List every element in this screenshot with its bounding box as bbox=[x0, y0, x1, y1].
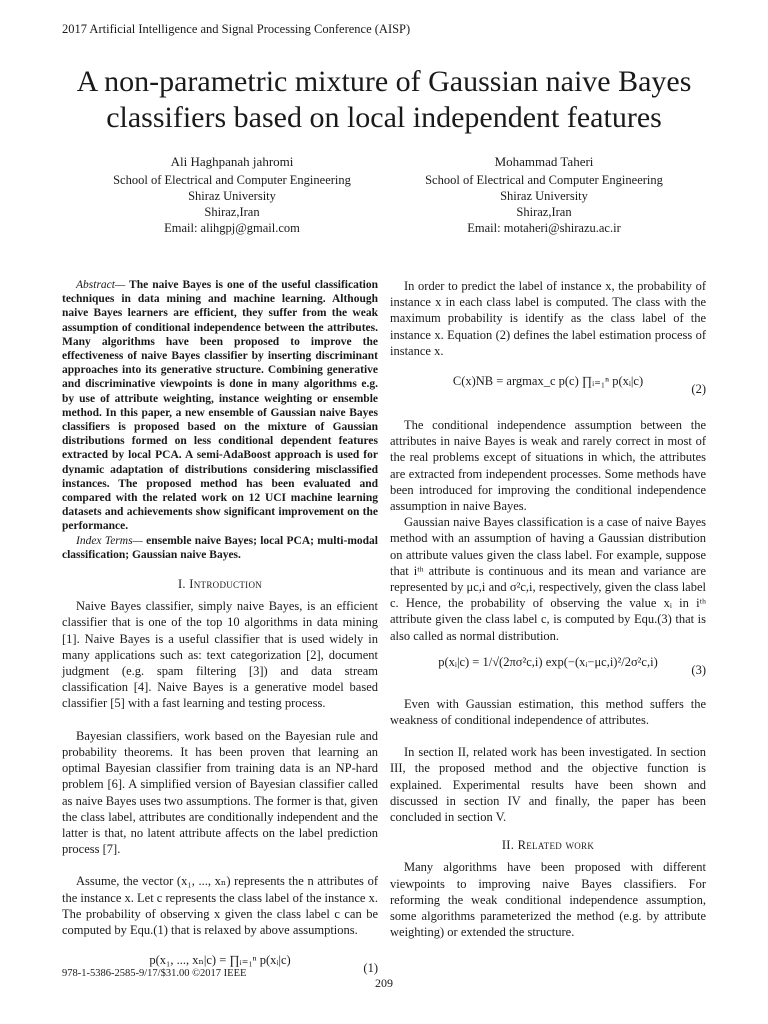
equation-number: (2) bbox=[691, 382, 706, 397]
intro-paragraph-1: Naive Bayes classifier, simply naive Bayes, is an efficient classifier that is one of the top 10 algorithms in data mining [1]. Naive Bayes is a useful classifier that is used widely in many applications such as: text categorization [2], document judgment (e.g. spam filtering [3]) and data stream classification [4]. Naive Bayes is a generative model based classifier [5] with a fast learning and testing process. bbox=[62, 599, 378, 711]
index-terms-text: ensemble naive Bayes; local PCA; multi-modal classification; Gaussian naive Bayes. bbox=[62, 534, 379, 561]
intro-paragraph-3: Assume, the vector (x₁, ..., xₙ) represents the n attributes of the instance x. Let c represents the class label of the instance x. The probability of observing x given the class label c can be computed by Equ.(1) that is relaxed by above assumptions. bbox=[62, 874, 378, 937]
author-univ: Shiraz University bbox=[188, 189, 276, 203]
author-block-2 bbox=[394, 154, 694, 236]
index-terms bbox=[62, 534, 378, 562]
abstract bbox=[62, 278, 378, 534]
right-paragraph-3: Gaussian naive Bayes classification is a case of naive Bayes method with an assumption of having a Gaussian distribution on attribute values given the class label. For example, suppose that iᵗʰ attribute is continuous and its mean and variance are represented by μc,i and σ²c,i, respectively, given the class label c. Hence, the probability of observing the value xᵢ in iᵗʰ attribute given the class label c, is computed by Equ.(3) that is also called as normal distribution. bbox=[390, 515, 706, 643]
author-block-1 bbox=[82, 154, 382, 236]
author-name: Mohammad Taheri bbox=[494, 154, 594, 169]
section-number: I. bbox=[177, 577, 186, 592]
page-number: 209 bbox=[375, 976, 393, 990]
right-paragraph-1: In order to predict the label of instance x, the probability of instance x in each class label is computed. The class with the maximum probability is identify as the class label of the instance x. Equation (2) defines the label estimation process of instance x. bbox=[390, 279, 706, 358]
left-column bbox=[62, 278, 378, 986]
equation-number: (1) bbox=[363, 961, 378, 976]
author-name: Ali Haghpanah jahromi bbox=[170, 154, 294, 169]
section-number: II. bbox=[501, 838, 515, 853]
right-paragraph-5: In section II, related work has been investigated. In section III, the proposed method and the objective function is explained. Experimental results have been shown and discussed in section IV and finally, the paper has been concluded in section V. bbox=[390, 745, 706, 825]
right-paragraph-4: Even with Gaussian estimation, this method suffers the weakness of conditional independence of attributes. bbox=[390, 696, 706, 728]
author-dept: School of Electrical and Computer Engineering bbox=[113, 173, 351, 187]
equation-body: C(x)NB = argmax_c p(c) ∏ᵢ₌₁ⁿ p(xᵢ|c) bbox=[452, 374, 644, 389]
author-dept: School of Electrical and Computer Engineering bbox=[425, 173, 663, 187]
right-column bbox=[390, 278, 706, 941]
author-city: Shiraz,Iran bbox=[204, 205, 260, 219]
equation-body: p(xᵢ|c) = 1/√(2πσ²c,i) exp(−(xᵢ−μc,i)²/2σ²c,i) bbox=[438, 654, 658, 669]
index-terms-label: Index Terms— bbox=[76, 534, 143, 547]
section-heading-2 bbox=[390, 837, 706, 853]
section-title: Related work bbox=[517, 838, 595, 853]
author-email: Email: motaheri@shirazu.ac.ir bbox=[467, 221, 621, 235]
right-paragraph-2: The conditional independence assumption between the attributes in naive Bayes is weak and rarely correct in most of the real problems except of situations in which, the attributes are extracted from independent processes. Some methods have been introduced for improving the conditional independence assumption in naive Bayes. bbox=[390, 418, 706, 514]
paper-title: A non-parametric mixture of Gaussian naive Bayes classifiers based on local independent features bbox=[76, 65, 692, 134]
conference-header: 2017 Artificial Intelligence and Signal Processing Conference (AISP) bbox=[62, 22, 411, 36]
author-univ: Shiraz University bbox=[500, 189, 588, 203]
intro-paragraph-2: Bayesian classifiers, work based on the Bayesian rule and probability theorems. It has been proven that learning an optimal Bayesian classifier from training data is an NP-hard problem [6]. A simplified version of Bayesian classifier called as naive Bayes uses two assumptions. The former is that, given the class label, attributes are conditionally independent and the latter is that, no latent attribute affects on the label prediction process [7]. bbox=[62, 728, 378, 857]
section-heading-1 bbox=[62, 576, 378, 592]
copyright-footer: 978-1-5386-2585-9/17/$31.00 ©2017 IEEE bbox=[62, 968, 247, 979]
related-work-paragraph: Many algorithms have been proposed with different viewpoints to improving naive Bayes classifiers. For reforming the weak conditional independence assumption, some algorithms parameterized the method (e.g. by attribute weighting) or extended the structure. bbox=[390, 860, 706, 940]
equation-2 bbox=[390, 373, 706, 407]
abstract-text: The naive Bayes is one of the useful classification techniques in data mining and machine learning. Although naive Bayes learners are efficient, they suffer from the weak assumption of conditional independence between the attributes. Many algorithms have been proposed to improve the effectiveness of naive Bayes classifier by inserting discriminant approaches into its generative structure. Combining generative and discriminative viewpoints is done in many algorithms e.g. by use of attribute weighting, instance weighting or ensemble method. In this paper, a new ensemble of Gaussian naive Bayes classifiers is proposed based on the mixture of Gaussian distributions formed on less conditional dependent features extracted by local PCA. A semi-AdaBoost approach is used for dynamic adaptation of distributions considering misclassified instances. The proposed method has been evaluated and compared with the related work on 12 UCI machine learning datasets and achievements show significant improvement on the performance. bbox=[62, 279, 378, 533]
section-title: Introduction bbox=[189, 577, 263, 592]
author-city: Shiraz,Iran bbox=[516, 205, 572, 219]
equation-3 bbox=[390, 654, 706, 688]
equation-number: (3) bbox=[691, 662, 706, 677]
equation-body: p(x₁, ..., xₙ|c) = ∏ᵢ₌₁ⁿ p(xᵢ|c) bbox=[149, 953, 291, 968]
abstract-label: Abstract— bbox=[76, 279, 126, 291]
author-email: Email: alihgpj@gmail.com bbox=[164, 221, 300, 235]
